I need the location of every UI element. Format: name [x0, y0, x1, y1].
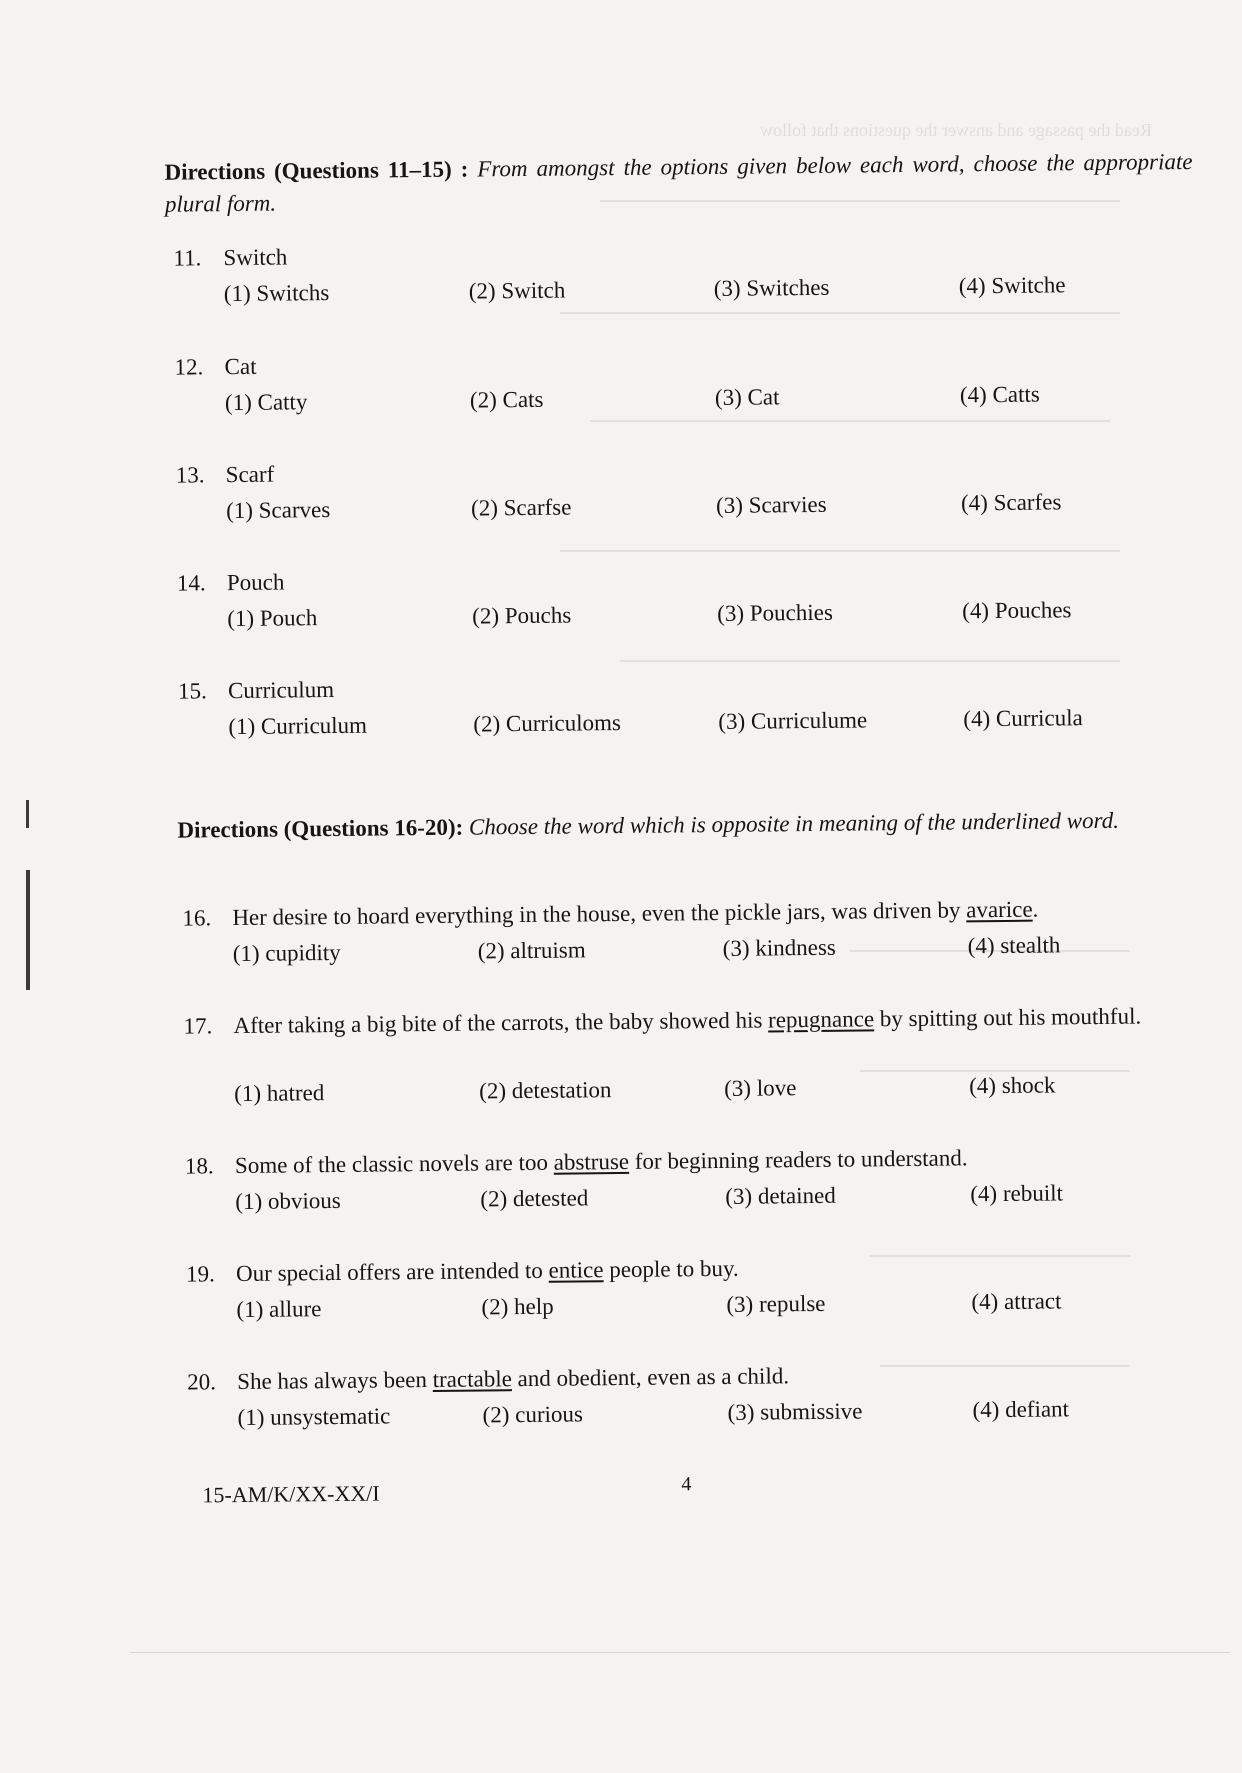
options-row: [235, 1176, 1235, 1220]
page-number: 4: [681, 1473, 692, 1496]
stem-post: .: [1032, 896, 1039, 922]
option-4: (4) rebuilt: [970, 1180, 1064, 1207]
stem-pre: She has always been: [237, 1366, 433, 1395]
option-3: (3) love: [724, 1075, 797, 1101]
underlined-word: avarice: [966, 896, 1033, 923]
question-number: 12.: [174, 354, 204, 380]
option-1: (1) Curriculum: [228, 712, 368, 740]
question-number: 18.: [184, 1153, 214, 1179]
option-4: (4) Catts: [959, 381, 1040, 408]
option-3: (3) Cat: [714, 384, 780, 410]
option-1: (1) Scarves: [225, 497, 331, 524]
option-4: (4) defiant: [972, 1396, 1070, 1423]
underlined-word: repugnance: [767, 1006, 875, 1033]
question-18: [185, 1140, 1226, 1221]
option-3: (3) Scarvies: [715, 491, 827, 518]
question-11: [173, 232, 1214, 313]
question-number: 14.: [176, 570, 206, 596]
directions-text: From amongst the options given below each word, choose the appropriate plural form.: [164, 148, 1193, 217]
question-13: [176, 449, 1217, 530]
option-1: (1) allure: [236, 1296, 322, 1323]
option-3: (3) kindness: [722, 934, 836, 961]
option-2: (2) Cats: [469, 386, 544, 413]
underlined-word: tractable: [432, 1366, 512, 1392]
question-number: 19.: [185, 1261, 215, 1287]
option-1: (1) obvious: [235, 1187, 341, 1215]
options-row: [224, 268, 1224, 312]
stem-pre: After taking a big bite of the carrots, the baby showed his: [233, 1007, 769, 1039]
option-3: (3) Pouchies: [717, 599, 833, 626]
option-2: (2) help: [481, 1293, 554, 1320]
stem-post: and obedient, even as a child.: [511, 1363, 790, 1392]
option-3: (3) detained: [725, 1182, 836, 1209]
show-through-text: Read the passage and answer the questions that follow: [760, 120, 1152, 140]
option-4: (4) Switche: [958, 272, 1066, 299]
option-2: (2) Switch: [468, 277, 566, 304]
directions-lead: Directions (Questions 11–15) :: [164, 156, 469, 185]
question-number: 20.: [187, 1369, 217, 1395]
option-3: (3) Switches: [713, 274, 830, 301]
option-4: (4) shock: [969, 1072, 1056, 1099]
options-row: [226, 485, 1226, 529]
stem-pre: Some of the classic novels are too: [234, 1149, 554, 1179]
option-1: (1) Switchs: [223, 280, 330, 307]
question-number: 17.: [183, 1013, 213, 1039]
question-stem: [236, 1248, 1196, 1290]
question-number: 16.: [182, 905, 212, 931]
question-word: Scarf: [225, 461, 275, 488]
option-2: (2) Pouchs: [472, 602, 572, 629]
option-4: (4) attract: [971, 1288, 1062, 1315]
question-number: 15.: [177, 678, 207, 704]
option-2: (2) Curriculoms: [473, 709, 622, 737]
option-3: (3) Curriculume: [718, 707, 868, 734]
option-1: (1) Catty: [224, 389, 308, 416]
question-16: [182, 892, 1223, 973]
question-word: Curriculum: [227, 676, 335, 704]
directions-section-1: [164, 146, 1193, 221]
underlined-word: abstruse: [553, 1148, 630, 1175]
option-4: (4) Scarfes: [960, 489, 1062, 516]
option-1: (1) cupidity: [232, 939, 341, 967]
option-4: (4) stealth: [967, 932, 1061, 959]
option-2: (2) Scarfse: [470, 494, 572, 521]
directions-lead: Directions (Questions 16-20):: [177, 814, 464, 843]
question-12: [174, 341, 1215, 422]
option-3: (3) submissive: [727, 1398, 863, 1425]
option-4: (4) Curricula: [963, 705, 1083, 732]
option-1: (1) unsystematic: [237, 1403, 391, 1431]
option-4: (4) Pouches: [962, 597, 1072, 624]
question-stem: [232, 892, 1192, 934]
option-3: (3) repulse: [726, 1290, 826, 1317]
option-2: (2) detestation: [479, 1077, 612, 1104]
question-17: [183, 1000, 1224, 1113]
question-word: Switch: [223, 244, 288, 271]
options-row: [236, 1284, 1236, 1328]
question-15: [178, 665, 1219, 746]
options-row: [237, 1392, 1237, 1436]
question-number: 11.: [173, 245, 202, 271]
question-number: 13.: [175, 462, 205, 488]
option-1: (1) hatred: [234, 1080, 325, 1107]
question-19: [186, 1248, 1227, 1329]
question-14: [177, 557, 1218, 638]
option-1: (1) Pouch: [227, 605, 318, 632]
directions-text: Choose the word which is opposite in meaning of the underlined word.: [468, 807, 1120, 840]
question-stem: [233, 1000, 1193, 1042]
stem-post: by spitting out his mouthful.: [873, 1003, 1142, 1032]
question-20: [187, 1356, 1228, 1437]
directions-section-2: [177, 804, 1205, 847]
option-2: (2) curious: [482, 1401, 584, 1428]
question-word: Pouch: [226, 569, 285, 596]
stem-post: people to buy.: [603, 1255, 739, 1283]
options-row: [233, 928, 1233, 972]
question-word: Cat: [224, 353, 257, 380]
paper-code: 15-AM/K/XX-XX/I: [202, 1480, 380, 1508]
question-stem: [235, 1140, 1195, 1182]
stem-pre: Our special offers are intended to: [235, 1257, 549, 1287]
options-row: [227, 593, 1227, 637]
stem-post: for beginning readers to understand.: [628, 1145, 968, 1174]
options-row: [234, 1068, 1234, 1112]
option-2: (2) altruism: [477, 937, 586, 964]
question-stem: [237, 1356, 1197, 1398]
options-row: [228, 701, 1228, 745]
options-row: [225, 377, 1225, 421]
underlined-word: entice: [548, 1257, 604, 1283]
stem-pre: Her desire to hoard everything in the house, even the pickle jars, was driven by: [232, 897, 967, 931]
option-2: (2) detested: [480, 1185, 589, 1212]
